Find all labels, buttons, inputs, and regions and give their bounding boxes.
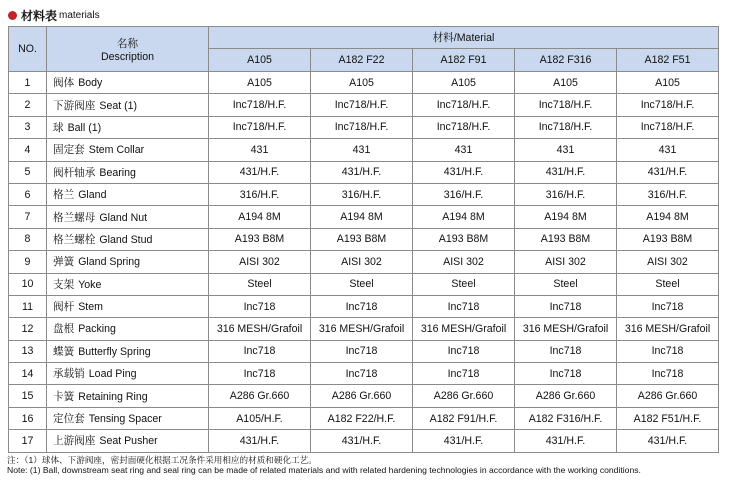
material-cell: A194 8M: [413, 206, 515, 228]
row-number: 12: [9, 318, 47, 340]
table-row: [9, 295, 719, 317]
material-cell: 431/H.F.: [413, 430, 515, 452]
material-cell: Inc718/H.F.: [515, 94, 617, 116]
row-number: 14: [9, 363, 47, 385]
grade-header: A182 F22: [311, 49, 413, 72]
part-name-cn: 卡簧: [53, 390, 75, 403]
part-name-cn: 弹簧: [53, 256, 75, 269]
material-cell: Inc718: [617, 340, 719, 362]
material-cell: 431: [515, 139, 617, 161]
part-name-cn: 阀体: [53, 77, 75, 90]
table-row: [9, 385, 719, 407]
part-description: [47, 273, 209, 295]
material-cell: 431/H.F.: [617, 161, 719, 183]
table-row: [9, 430, 719, 452]
material-cell: Inc718: [617, 295, 719, 317]
table-row: [9, 363, 719, 385]
material-cell: Inc718/H.F.: [617, 116, 719, 138]
material-cell: A105: [311, 72, 413, 94]
part-description: [47, 363, 209, 385]
material-cell: 431/H.F.: [515, 161, 617, 183]
row-number: 8: [9, 228, 47, 250]
row-number: 15: [9, 385, 47, 407]
material-cell: A193 B8M: [617, 228, 719, 250]
material-cell: 316/H.F.: [515, 183, 617, 205]
part-name-cn: 阀杆: [53, 301, 75, 314]
part-name-en: Seat Pusher: [99, 435, 158, 448]
table-row: [9, 139, 719, 161]
header-desc-cn: 名称: [116, 37, 139, 50]
part-name-en: Body: [78, 77, 103, 90]
material-cell: A105: [617, 72, 719, 94]
material-cell: Steel: [209, 273, 311, 295]
material-cell: 431/H.F.: [413, 161, 515, 183]
table-row: [9, 183, 719, 205]
material-cell: 431: [413, 139, 515, 161]
part-description: [47, 318, 209, 340]
material-cell: 431/H.F.: [617, 430, 719, 452]
material-cell: Inc718: [311, 295, 413, 317]
material-cell: Steel: [515, 273, 617, 295]
part-name-en: Butterfly Spring: [78, 345, 151, 358]
material-cell: Steel: [413, 273, 515, 295]
part-name-cn: 球: [53, 121, 64, 134]
material-cell: A286 Gr.660: [209, 385, 311, 407]
part-name-cn: 格兰螺母: [53, 211, 96, 224]
part-description: [47, 430, 209, 452]
row-number: 5: [9, 161, 47, 183]
row-number: 13: [9, 340, 47, 362]
part-name-en: Seat (1): [99, 99, 138, 112]
table-body: [9, 72, 719, 453]
row-number: 3: [9, 116, 47, 138]
note-en: Note: (1) Ball, downstream seat ring and seal ring can be made of related materials and with related hardening technologies in accordance with the working conditions.: [7, 465, 641, 475]
material-cell: A193 B8M: [413, 228, 515, 250]
material-cell: Inc718/H.F.: [413, 94, 515, 116]
part-name-cn: 定位套: [53, 413, 85, 426]
row-number: 2: [9, 94, 47, 116]
part-name-cn: 盘根: [53, 323, 75, 336]
material-cell: A105/H.F.: [209, 407, 311, 429]
material-cell: 316/H.F.: [617, 183, 719, 205]
part-name-cn: 格兰: [53, 189, 75, 202]
material-cell: Inc718: [413, 295, 515, 317]
header-description: [47, 27, 209, 72]
header-desc-en: Description: [101, 50, 154, 63]
material-cell: A286 Gr.660: [311, 385, 413, 407]
part-name-en: Stem Collar: [88, 144, 145, 157]
section-heading: [8, 8, 100, 22]
part-description: [47, 161, 209, 183]
heading-cn: 材料表: [21, 8, 58, 23]
material-cell: Inc718: [209, 295, 311, 317]
part-name-en: Gland Nut: [99, 211, 148, 224]
material-cell: 431/H.F.: [209, 161, 311, 183]
material-cell: 316 MESH/Grafoil: [311, 318, 413, 340]
table-row: [9, 72, 719, 94]
part-name-en: Gland Stud: [99, 233, 153, 246]
part-description: [47, 295, 209, 317]
material-cell: A105: [413, 72, 515, 94]
material-cell: AISI 302: [413, 251, 515, 273]
material-cell: 431: [617, 139, 719, 161]
grade-header: A182 F51: [617, 49, 719, 72]
material-cell: Inc718/H.F.: [413, 116, 515, 138]
material-cell: Inc718/H.F.: [617, 94, 719, 116]
material-cell: 431: [209, 139, 311, 161]
row-number: 17: [9, 430, 47, 452]
part-name-cn: 支架: [53, 278, 75, 291]
table-row: [9, 161, 719, 183]
grade-header: A182 F316: [515, 49, 617, 72]
part-name-en: Retaining Ring: [78, 390, 148, 403]
table-row: [9, 273, 719, 295]
material-cell: A194 8M: [617, 206, 719, 228]
grade-header: A105: [209, 49, 311, 72]
material-cell: AISI 302: [617, 251, 719, 273]
material-cell: AISI 302: [209, 251, 311, 273]
part-description: [47, 116, 209, 138]
material-cell: Inc718: [515, 363, 617, 385]
material-cell: A182 F51/H.F.: [617, 407, 719, 429]
material-cell: 316 MESH/Grafoil: [617, 318, 719, 340]
row-number: 11: [9, 295, 47, 317]
material-cell: 431/H.F.: [209, 430, 311, 452]
material-cell: A105: [515, 72, 617, 94]
material-cell: Inc718: [515, 340, 617, 362]
material-cell: Inc718/H.F.: [209, 94, 311, 116]
material-cell: 316 MESH/Grafoil: [515, 318, 617, 340]
material-cell: Inc718/H.F.: [209, 116, 311, 138]
material-cell: A194 8M: [209, 206, 311, 228]
part-description: [47, 183, 209, 205]
material-cell: Inc718/H.F.: [311, 116, 413, 138]
material-cell: 431/H.F.: [311, 161, 413, 183]
row-number: 6: [9, 183, 47, 205]
table-row: [9, 407, 719, 429]
part-description: [47, 385, 209, 407]
material-cell: A105: [209, 72, 311, 94]
part-name-en: Yoke: [78, 278, 102, 291]
material-cell: Inc718: [413, 363, 515, 385]
material-cell: 316/H.F.: [311, 183, 413, 205]
part-description: [47, 228, 209, 250]
material-cell: 316/H.F.: [413, 183, 515, 205]
table-row: [9, 318, 719, 340]
material-cell: Inc718: [311, 340, 413, 362]
table-row: [9, 251, 719, 273]
material-cell: Inc718/H.F.: [311, 94, 413, 116]
part-name-cn: 蝶簧: [53, 345, 75, 358]
material-cell: A286 Gr.660: [617, 385, 719, 407]
part-name-cn: 阀杆轴承: [53, 166, 96, 179]
material-cell: Inc718: [413, 340, 515, 362]
grade-header: A182 F91: [413, 49, 515, 72]
part-name-en: Load Ping: [88, 368, 137, 381]
row-number: 7: [9, 206, 47, 228]
header-material: 材料/Material: [209, 27, 719, 49]
material-cell: A286 Gr.660: [413, 385, 515, 407]
material-cell: A182 F22/H.F.: [311, 407, 413, 429]
table-row: [9, 206, 719, 228]
part-name-en: Packing: [78, 323, 116, 336]
part-name-en: Stem: [78, 301, 103, 314]
part-name-en: Gland: [78, 189, 107, 202]
part-description: [47, 94, 209, 116]
part-description: [47, 206, 209, 228]
material-cell: A193 B8M: [515, 228, 617, 250]
note-cn: 注：（1）球体、下游阀座，密封面硬化根据工况条件采用相应的材质和硬化工艺。: [7, 455, 317, 465]
materials-table: [8, 26, 719, 453]
header-no: NO.: [9, 27, 47, 72]
material-cell: A194 8M: [311, 206, 413, 228]
material-cell: 316 MESH/Grafoil: [209, 318, 311, 340]
material-cell: 431/H.F.: [515, 430, 617, 452]
part-name-cn: 上游阀座: [53, 435, 96, 448]
material-cell: 316 MESH/Grafoil: [413, 318, 515, 340]
table-row: [9, 94, 719, 116]
material-cell: 431/H.F.: [311, 430, 413, 452]
material-cell: Inc718: [617, 363, 719, 385]
row-number: 4: [9, 139, 47, 161]
table-row: [9, 340, 719, 362]
material-cell: Inc718/H.F.: [515, 116, 617, 138]
material-cell: Inc718: [311, 363, 413, 385]
material-cell: AISI 302: [311, 251, 413, 273]
material-cell: AISI 302: [515, 251, 617, 273]
header-row: [9, 27, 719, 49]
material-cell: Inc718: [209, 363, 311, 385]
part-name-cn: 格兰螺栓: [53, 233, 96, 246]
bullet-dot-icon: [8, 11, 17, 20]
row-number: 1: [9, 72, 47, 94]
part-description: [47, 72, 209, 94]
part-description: [47, 139, 209, 161]
material-cell: 316/H.F.: [209, 183, 311, 205]
table-row: [9, 228, 719, 250]
part-name-en: Bearing: [99, 166, 136, 179]
part-name-cn: 承载销: [53, 368, 85, 381]
material-cell: Inc718: [515, 295, 617, 317]
part-description: [47, 407, 209, 429]
material-cell: A182 F316/H.F.: [515, 407, 617, 429]
part-description: [47, 340, 209, 362]
row-number: 16: [9, 407, 47, 429]
part-name-en: Ball (1): [67, 121, 102, 134]
material-cell: A194 8M: [515, 206, 617, 228]
table-row: [9, 116, 719, 138]
part-description: [47, 251, 209, 273]
part-name-en: Tensing Spacer: [88, 413, 162, 426]
material-cell: A193 B8M: [311, 228, 413, 250]
heading-en: materials: [59, 9, 100, 21]
material-cell: A286 Gr.660: [515, 385, 617, 407]
material-cell: A182 F91/H.F.: [413, 407, 515, 429]
part-name-cn: 下游阀座: [53, 99, 96, 112]
row-number: 10: [9, 273, 47, 295]
material-cell: Steel: [617, 273, 719, 295]
part-name-en: Gland Spring: [78, 256, 141, 269]
part-name-cn: 固定套: [53, 144, 85, 157]
material-cell: 431: [311, 139, 413, 161]
row-number: 9: [9, 251, 47, 273]
material-cell: Inc718: [209, 340, 311, 362]
material-cell: A193 B8M: [209, 228, 311, 250]
material-cell: Steel: [311, 273, 413, 295]
